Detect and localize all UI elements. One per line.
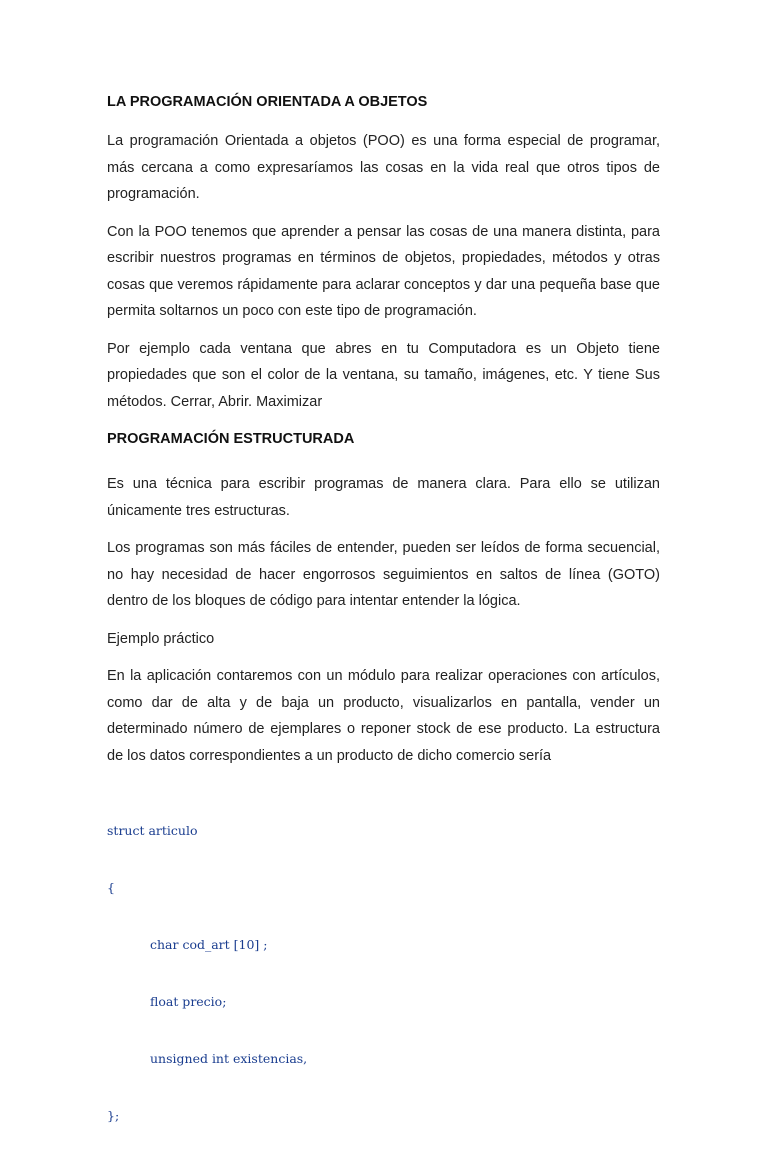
document-page xyxy=(107,92,660,1163)
code-line: }; xyxy=(107,1108,120,1123)
section-title-estructurada: PROGRAMACIÓN ESTRUCTURADA xyxy=(107,431,355,447)
code-line: char cod_art [10] ; xyxy=(150,937,268,952)
code-line: float precio; xyxy=(150,994,227,1009)
paragraph-ejemplo-label: Ejemplo práctico xyxy=(107,630,215,647)
code-line: { xyxy=(107,880,115,895)
paragraph-poo-definition: La programación Orientada a objetos (POO) es una forma especial de programar, más cercana a como expresaríamos las cosas en la vida real que otros tipos de programación. xyxy=(107,133,660,202)
paragraph-estructurada-benefits: Los programas son más fáciles de entender, pueden ser leídos de forma secuencial, no hay necesidad de hacer engorrosos seguimientos en saltos de línea (GOTO) dentro de los bloques de código para intentar entender la lógica. xyxy=(107,540,660,609)
code-line: struct articulo xyxy=(107,823,198,838)
code-block-struct xyxy=(107,783,660,1163)
code-line: unsigned int existencias, xyxy=(150,1051,308,1066)
paragraph-ejemplo-description: En la aplicación contaremos con un módulo para realizar operaciones con artículos, como dar de alta y de baja un producto, visualizarlos en pantalla, vender un determinado número de ejemplares o reponer stock de ese producto. La estructura de los datos correspondientes a un producto de dicho comercio sería xyxy=(107,668,660,764)
paragraph-poo-thinking: Con la POO tenemos que aprender a pensar las cosas de una manera distinta, para escribir nuestros programas en términos de objetos, propiedades, métodos y otras cosas que veremos rápidamente para aclarar conceptos y dar una pequeña base que permita soltarnos un poco con este tipo de programación. xyxy=(107,223,660,319)
paragraph-poo-example: Por ejemplo cada ventana que abres en tu Computadora es un Objeto tiene propiedades que son el color de la ventana, su tamaño, imágenes, etc. Y tiene Sus métodos. Cerrar, Abrir. Maximizar xyxy=(107,340,660,410)
section-title-poo: LA PROGRAMACIÓN ORIENTADA A OBJETOS xyxy=(107,94,428,110)
paragraph-estructurada-definition: Es una técnica para escribir programas de manera clara. Para ello se utilizan únicamente tres estructuras. xyxy=(107,476,660,519)
